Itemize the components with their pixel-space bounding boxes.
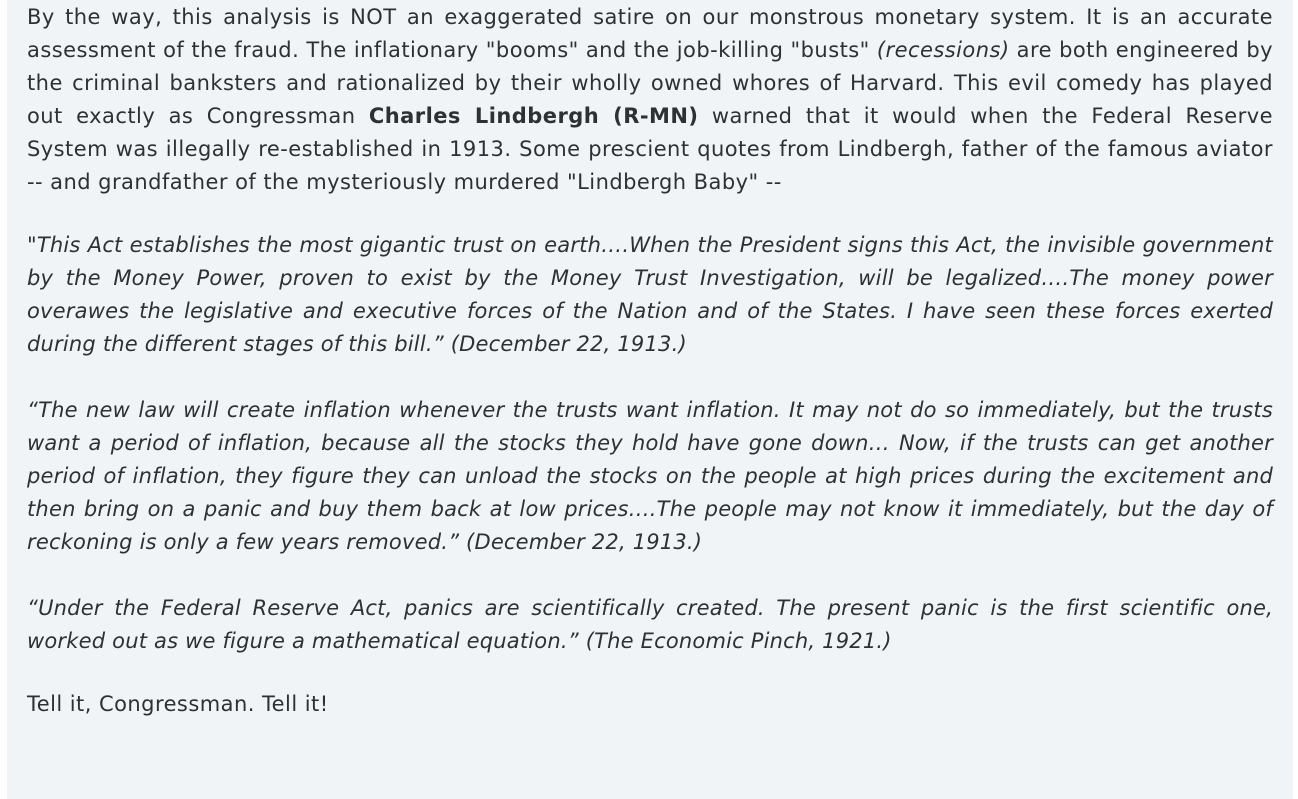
quote-3: “Under the Federal Reserve Act, panics are scientifically created. The present panic is the first scientific one, worked out as we figure a mathematical equation.” (The Economic Pinch, 1921.) bbox=[27, 596, 1273, 653]
article-content bbox=[7, 0, 1293, 799]
recessions-text: (recessions) bbox=[876, 38, 1010, 62]
intro-text-1: By the way, this analysis is NOT an exaggerated satire on our monstrous monetary system. It is an accurate assessment of the fraud. The inflationary "booms" and the job-killing "busts" bbox=[27, 5, 1273, 62]
quote-2: “The new law will create inflation whenever the trusts want inflation. It may not do so immediately, but the trusts want a period of inflation, because all the stocks they hold have gone down… Now, if the trusts can get another period of inflation, they figure they can unload the stocks on the people at high prices during the excitement and then bring on a panic and buy them back at low prices….The people may not know it immediately, but the day of reckoning is only a few years removed.” (December 22, 1913.) bbox=[27, 398, 1273, 554]
intro-text-2: are both engineered by the criminal banksters and rationalized by their wholly owned whores of Harvard. This evil comedy has played out exactly as Congressman bbox=[27, 38, 1273, 128]
quote-1: "This Act establishes the most gigantic trust on earth….When the President signs this Act, the invisible government by the Money Power, proven to exist by the Money Trust Investigation, will be legalized….The money power overawes the legislative and executive forces of the Nation and of the States. I have seen these forces exerted during the different stages of this bill.” (December 22, 1913.) bbox=[27, 233, 1273, 356]
intro-text-3: warned that it would when the Federal Reserve System was illegally re-established in 1913. Some prescient quotes from Lindbergh, father of the famous aviator -- and grandfather of the mysteriously murdered "Lindbergh Baby" -- bbox=[27, 104, 1274, 194]
closing-paragraph: Tell it, Congressman. Tell it! bbox=[27, 692, 329, 716]
congressman-name: Charles Lindbergh (R-MN) bbox=[368, 104, 699, 128]
intro-paragraph bbox=[27, 1, 1273, 199]
